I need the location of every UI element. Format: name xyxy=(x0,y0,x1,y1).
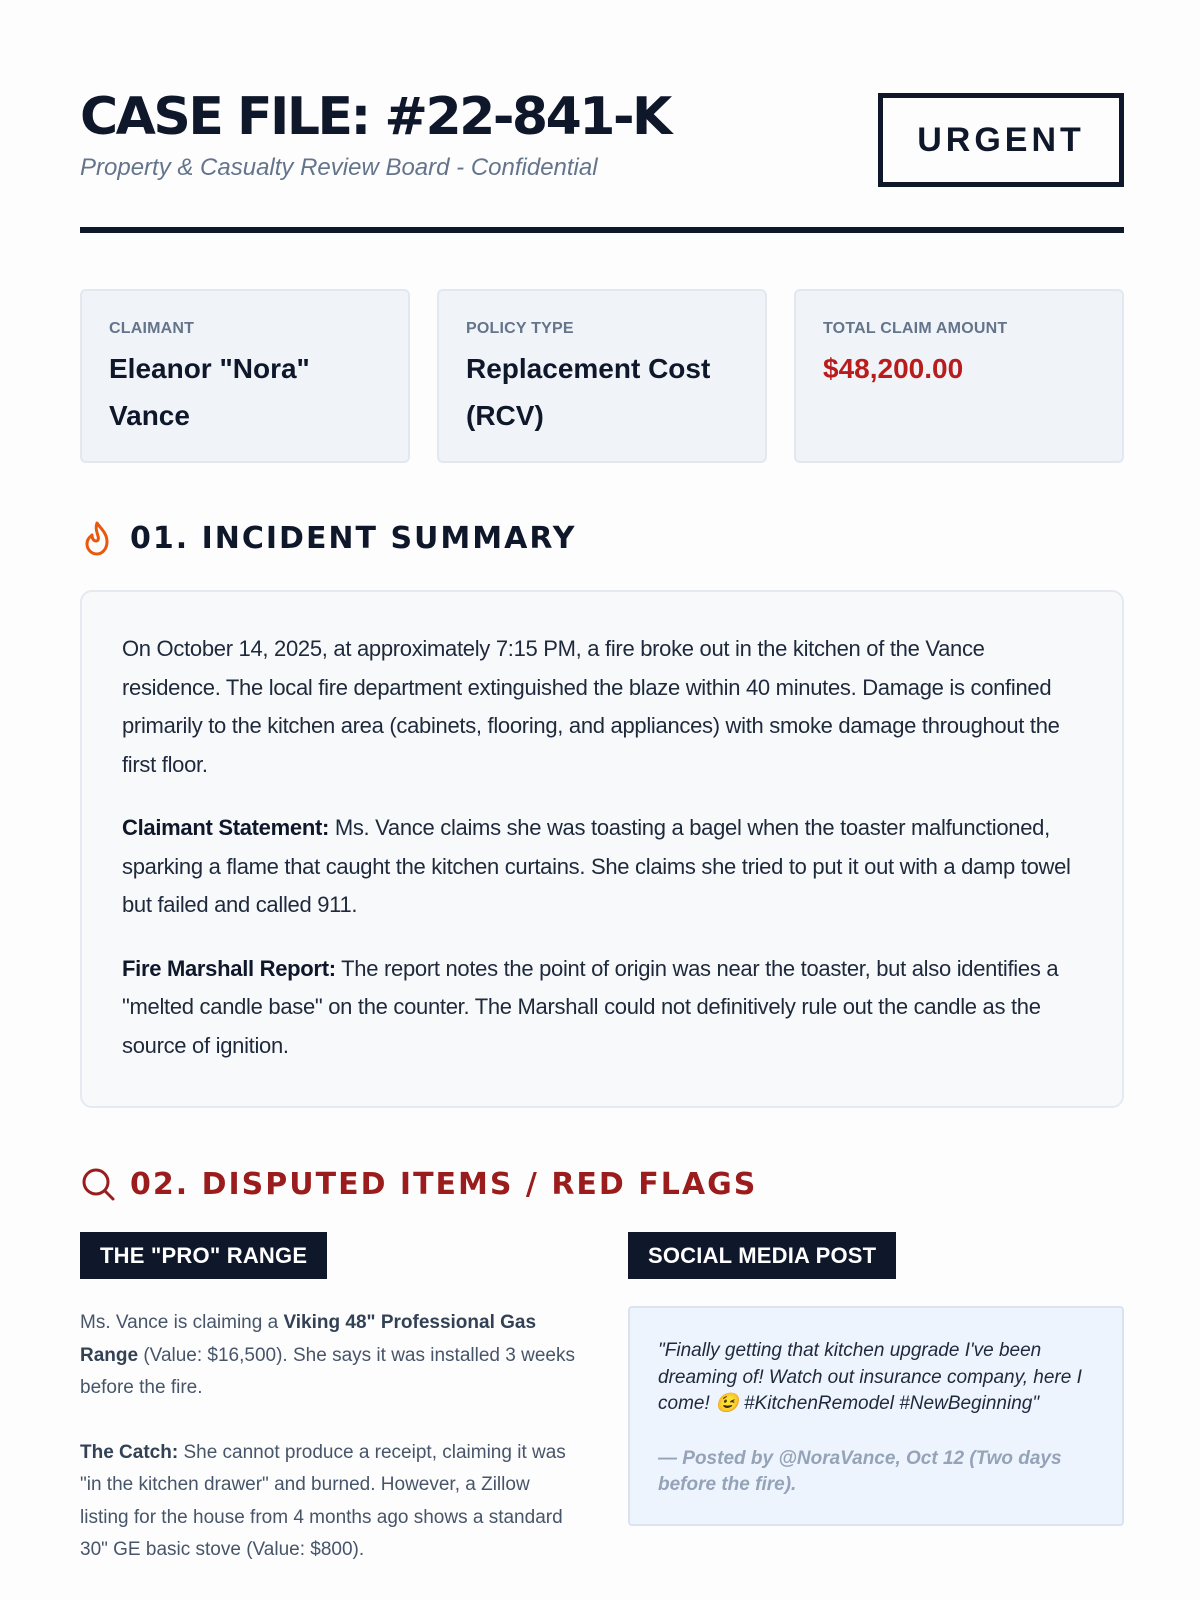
incident-description: On October 14, 2025, at approximately 7:15 PM, a fire broke out in the kitchen of the Vance residence. The local fire department extinguished the blaze within 40 minutes. Damage is confined primarily to the kitchen area (cabinets, flooring, and appliances) with smoke damage throughout the first floor. xyxy=(122,636,1060,777)
range-claim-paragraph xyxy=(80,1307,580,1405)
card-label: TOTAL CLAIM AMOUNT xyxy=(823,320,1008,337)
section-title: 01. INCIDENT SUMMARY xyxy=(130,520,577,556)
header-divider xyxy=(80,227,1124,233)
pro-range-column xyxy=(80,1232,580,1599)
catch-paragraph xyxy=(80,1437,580,1567)
text: "Finally getting that kitchen upgrade I've been dreaming of! Watch out insurance company, here I come! xyxy=(658,1340,1082,1414)
section-title: 02. DISPUTED ITEMS / RED FLAGS xyxy=(130,1166,758,1202)
policy-type-value: Replacement Cost (RCV) xyxy=(466,353,711,431)
search-icon xyxy=(80,1164,116,1204)
post-attribution: — Posted by @NoraVance, Oct 12 (Two days before the fire). xyxy=(658,1447,1062,1495)
card-label: POLICY TYPE xyxy=(466,320,574,337)
post-quote xyxy=(658,1338,1094,1418)
text: Ms. Vance is claiming a xyxy=(80,1312,284,1333)
claimant-statement-label: Claimant Statement: xyxy=(122,815,330,840)
claimant-statement-text: Ms. Vance claims she was toasting a bagel when the toaster malfunctioned, sparking a flame that caught the kitchen curtains. She claims she tried to put it out with a damp towel but failed and called 911. xyxy=(122,815,1071,917)
fire-marshall-label: Fire Marshall Report: xyxy=(122,955,336,981)
claim-amount-card xyxy=(794,289,1124,463)
claimant-statement xyxy=(122,809,1082,925)
range-model: Viking 48" Professional Gas Range xyxy=(80,1312,537,1366)
text: #KitchenRemodel #NewBeginning" xyxy=(738,1393,1040,1414)
social-media-column xyxy=(628,1232,1124,1526)
catch-label: The Catch: xyxy=(80,1441,179,1463)
policy-type-card xyxy=(437,289,767,463)
card-label: CLAIMANT xyxy=(109,320,195,337)
page-subtitle: Property & Casualty Review Board - Confidential xyxy=(80,154,598,181)
disputed-items-heading xyxy=(80,1164,757,1204)
catch-text: She cannot produce a receipt, claiming it was "in the kitchen drawer" and burned. However, a Zillow listing for the house from 4 months ago shows a standard 30" GE basic stove (Value: $800). xyxy=(80,1441,566,1560)
fire-marshall-text: The report notes the point of origin was near the toaster, but also identifies a "melted candle base" on the counter. The Marshall could not definitively rule out the candle as the source of ignition. xyxy=(122,955,1059,1058)
social-media-tag: SOCIAL MEDIA POST xyxy=(628,1232,896,1279)
claim-amount-value: $48,200.00 xyxy=(823,353,964,384)
claimant-name: Eleanor "Nora" Vance xyxy=(109,353,310,431)
wink-emoji-icon: 😉 xyxy=(715,1393,739,1414)
case-header xyxy=(80,86,1124,190)
pro-range-details xyxy=(80,1307,580,1567)
urgent-badge: URGENT xyxy=(878,93,1124,187)
text: (Value: $16,500). She says it was installed 3 weeks before the fire. xyxy=(80,1344,575,1398)
incident-summary-heading xyxy=(80,518,577,558)
summary-cards xyxy=(80,289,1124,463)
incident-summary-box xyxy=(80,590,1124,1108)
fire-marshall-report xyxy=(122,950,1082,1066)
page-title: CASE FILE: #22-841-K xyxy=(80,87,670,147)
social-media-post-box xyxy=(628,1306,1124,1526)
pro-range-tag: THE "PRO" RANGE xyxy=(80,1232,327,1279)
claimant-card xyxy=(80,289,410,463)
fire-icon xyxy=(80,518,116,558)
